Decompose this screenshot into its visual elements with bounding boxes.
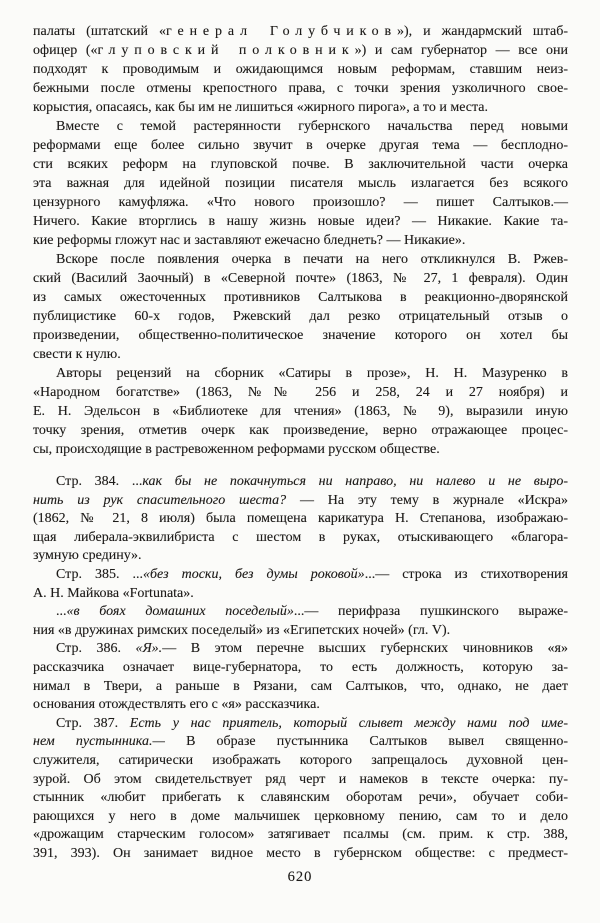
text-segment: «Народном богатстве» (1863, №№ 256 и 258, 24 и 27 ноября) и bbox=[33, 385, 568, 400]
text-line bbox=[33, 473, 568, 492]
text-segment: Ничего. Какие вторглись в нашу жизнь новые идеи? — Никакие. Какие та- bbox=[33, 214, 568, 229]
text-line bbox=[33, 845, 568, 864]
paragraph bbox=[33, 566, 568, 603]
text-segment: (1862, № 21, 8 июля) была помещена карикатура Н. Степанова, изображаю- bbox=[33, 511, 568, 527]
letterspaced-text: глуповский полковник bbox=[97, 43, 355, 58]
text-line bbox=[33, 440, 568, 459]
text-line bbox=[33, 421, 568, 440]
text-segment: «дрожащим старческим голосом» затягивает псалмы (см. прим. к стр. 388, bbox=[33, 827, 568, 843]
italic-text: как бы не покачнуться ни направо, ни налево и не выро- bbox=[142, 474, 568, 489]
italic-text: «в боях домашних поседелый» bbox=[66, 604, 294, 620]
text-segment: ский (Василий Заочный) в «Северной почте» (1863, № 27, 1 февраля). Один bbox=[33, 271, 568, 286]
text-segment: Стр. 386. bbox=[56, 641, 136, 657]
text-segment: ») и сам губернатор — все они bbox=[354, 43, 568, 58]
text-block bbox=[33, 22, 568, 863]
text-segment: — В этом перечне высших губернских чиновников «я» bbox=[162, 641, 568, 657]
text-segment: щая либерала-эквилибриста с шестом в руках, отыскивающего «благора- bbox=[33, 529, 568, 545]
text-segment: А. Н. Майкова «Fortunata». bbox=[33, 585, 194, 601]
text-segment: ...— перифраза пушкинского выраже- bbox=[293, 604, 568, 620]
text-line bbox=[33, 212, 568, 231]
paragraph bbox=[33, 640, 568, 714]
paragraph bbox=[33, 603, 568, 640]
text-line bbox=[33, 364, 568, 383]
text-line bbox=[33, 566, 568, 585]
text-line bbox=[33, 79, 568, 98]
text-segment: произведении, общественно-политическое значение которого он хотел бы bbox=[33, 328, 568, 343]
text-segment: нимал в Твери, а раньше в Рязани, сам Салтыков, что, однако, не дает bbox=[33, 678, 568, 694]
text-segment: Е. Н. Эдельсон в «Библиотеке для чтения» (1863, № 9), выразили иную bbox=[33, 404, 568, 419]
text-segment: 391, 393). Он занимает видное место в губернском обществе: с предмест- bbox=[33, 845, 568, 861]
text-line bbox=[33, 678, 568, 697]
text-line bbox=[33, 98, 568, 117]
text-segment: свести к нулю. bbox=[33, 347, 121, 362]
page-number: 620 bbox=[287, 869, 313, 885]
text-segment: зурой. Об этом свидетельствует ряд черт и намеков в тексте очерка: пу- bbox=[33, 771, 568, 787]
text-line bbox=[33, 383, 568, 402]
text-segment: В образе пустынника Салтыков вывел священно- bbox=[164, 734, 568, 750]
text-segment: основания отождествлять его с «я» рассказчика. bbox=[33, 697, 320, 713]
text-segment: эта важная для идейной позиции писателя мысль излагается без всякого bbox=[33, 176, 568, 191]
text-line bbox=[33, 136, 568, 155]
text-line bbox=[33, 60, 568, 79]
text-segment: Стр. 385. ... bbox=[56, 566, 144, 582]
text-line bbox=[33, 307, 568, 326]
text-line bbox=[33, 231, 568, 250]
text-segment: Стр. 384. ... bbox=[56, 474, 143, 489]
text-line bbox=[33, 789, 568, 808]
paragraph bbox=[33, 364, 568, 459]
text-segment: цензурного камуфляжа. «Что нового произошло? — пишет Салтыков.— bbox=[33, 195, 568, 210]
text-line bbox=[33, 269, 568, 288]
text-segment: ...— строка из стихотворения bbox=[364, 566, 568, 582]
text-line bbox=[33, 771, 568, 790]
text-line bbox=[33, 402, 568, 421]
text-line bbox=[33, 193, 568, 212]
italic-text: нем пустынника.— bbox=[33, 734, 165, 750]
text-segment: реформами еще более сильно звучит в очерке другая тема — бесплодно- bbox=[33, 138, 568, 153]
italic-text: нить из рук спасительного шеста? bbox=[33, 492, 287, 508]
text-segment: зумную средину». bbox=[33, 548, 142, 564]
text-line bbox=[33, 22, 568, 41]
text-segment: офицер (« bbox=[33, 43, 98, 58]
italic-text: «без тоски, без думы роковой» bbox=[143, 566, 365, 582]
text-line bbox=[33, 603, 568, 622]
text-segment: подходят к проводимым и ожидающимся новым реформам, ставшим неиз- bbox=[33, 62, 568, 77]
text-segment: из самых ожесточенных противников Салтыкова в реакционно-дворянской bbox=[33, 290, 568, 305]
text-line bbox=[33, 752, 568, 771]
letterspaced-text: генерал Голубчиков bbox=[166, 24, 397, 39]
text-segment: сти всяких реформ на глуповской почве. В заключительной части очерка bbox=[33, 157, 568, 172]
text-segment: Вместе с темой растерянности губернского начальства перед новыми bbox=[56, 119, 568, 134]
text-line bbox=[33, 345, 568, 364]
text-line bbox=[33, 622, 568, 641]
text-line bbox=[33, 696, 568, 715]
text-segment: кие реформы гложут нас и заставляют ежечасно бледнеть? — Никакие». bbox=[33, 233, 466, 248]
paragraph bbox=[33, 117, 568, 250]
text-line bbox=[33, 41, 568, 60]
text-line bbox=[33, 174, 568, 193]
text-segment: Стр. 387. bbox=[56, 715, 130, 731]
text-line bbox=[33, 529, 568, 548]
text-line bbox=[33, 288, 568, 307]
text-line bbox=[33, 492, 568, 511]
paragraph bbox=[33, 250, 568, 364]
text-segment: рающихся у него в доме мальчишек церковному пению, сам то и дело bbox=[33, 808, 568, 824]
text-segment: стынник «любит прибегать к славянским оборотам речи», обучает соби- bbox=[33, 790, 568, 806]
paragraph bbox=[33, 22, 568, 117]
text-segment: »), и жандармский штаб- bbox=[396, 24, 568, 39]
text-segment: сы, происходящие в растревоженном реформами русском обществе. bbox=[33, 442, 440, 457]
text-line bbox=[33, 117, 568, 136]
text-line bbox=[33, 510, 568, 529]
text-segment: корыстия, опасаясь, как бы им не лишиться «жирного пирога», а то и места. bbox=[33, 100, 488, 115]
text-line bbox=[33, 250, 568, 269]
text-segment: Авторы рецензий на сборник «Сатиры в прозе», Н. Н. Мазуренко в bbox=[56, 366, 568, 381]
paragraph bbox=[33, 473, 568, 566]
text-line bbox=[33, 547, 568, 566]
paragraph bbox=[33, 715, 568, 864]
text-segment: ... bbox=[56, 604, 67, 620]
text-segment: бежными после отмены крепостного права, с точки зрения узколичного свое- bbox=[33, 81, 568, 96]
text-line bbox=[33, 826, 568, 845]
text-line bbox=[33, 733, 568, 752]
text-segment: публицистике 60-х годов, Ржевский дал резко отрицательный отзыв о bbox=[33, 309, 568, 324]
text-segment: точку зрения, отметив очерк как произведение, верно отражающее процес- bbox=[33, 423, 568, 438]
text-line bbox=[33, 659, 568, 678]
text-line bbox=[33, 715, 568, 734]
text-segment: рассказчика означает вице-губернатора, то есть должность, которую за- bbox=[33, 659, 568, 675]
text-segment: служителя, сатирически изображать которого запрещалось духовной цен- bbox=[33, 752, 568, 768]
text-line bbox=[33, 326, 568, 345]
text-line bbox=[33, 155, 568, 174]
text-segment: Вскоре после появления очерка в печати на него откликнулся В. Ржев- bbox=[56, 252, 568, 267]
italic-text: «Я». bbox=[135, 641, 163, 657]
text-segment: ния «в дружинах римских поседелый» из «Египетских ночей» (гл. V). bbox=[33, 622, 451, 638]
text-line bbox=[33, 640, 568, 659]
text-segment: палаты (штатский « bbox=[33, 24, 167, 39]
text-line bbox=[33, 585, 568, 604]
text-segment: — На эту тему в журнале «Искра» bbox=[286, 492, 568, 508]
text-line bbox=[33, 808, 568, 827]
italic-text: Есть у нас приятель, который слывет между нами под име- bbox=[129, 715, 568, 731]
